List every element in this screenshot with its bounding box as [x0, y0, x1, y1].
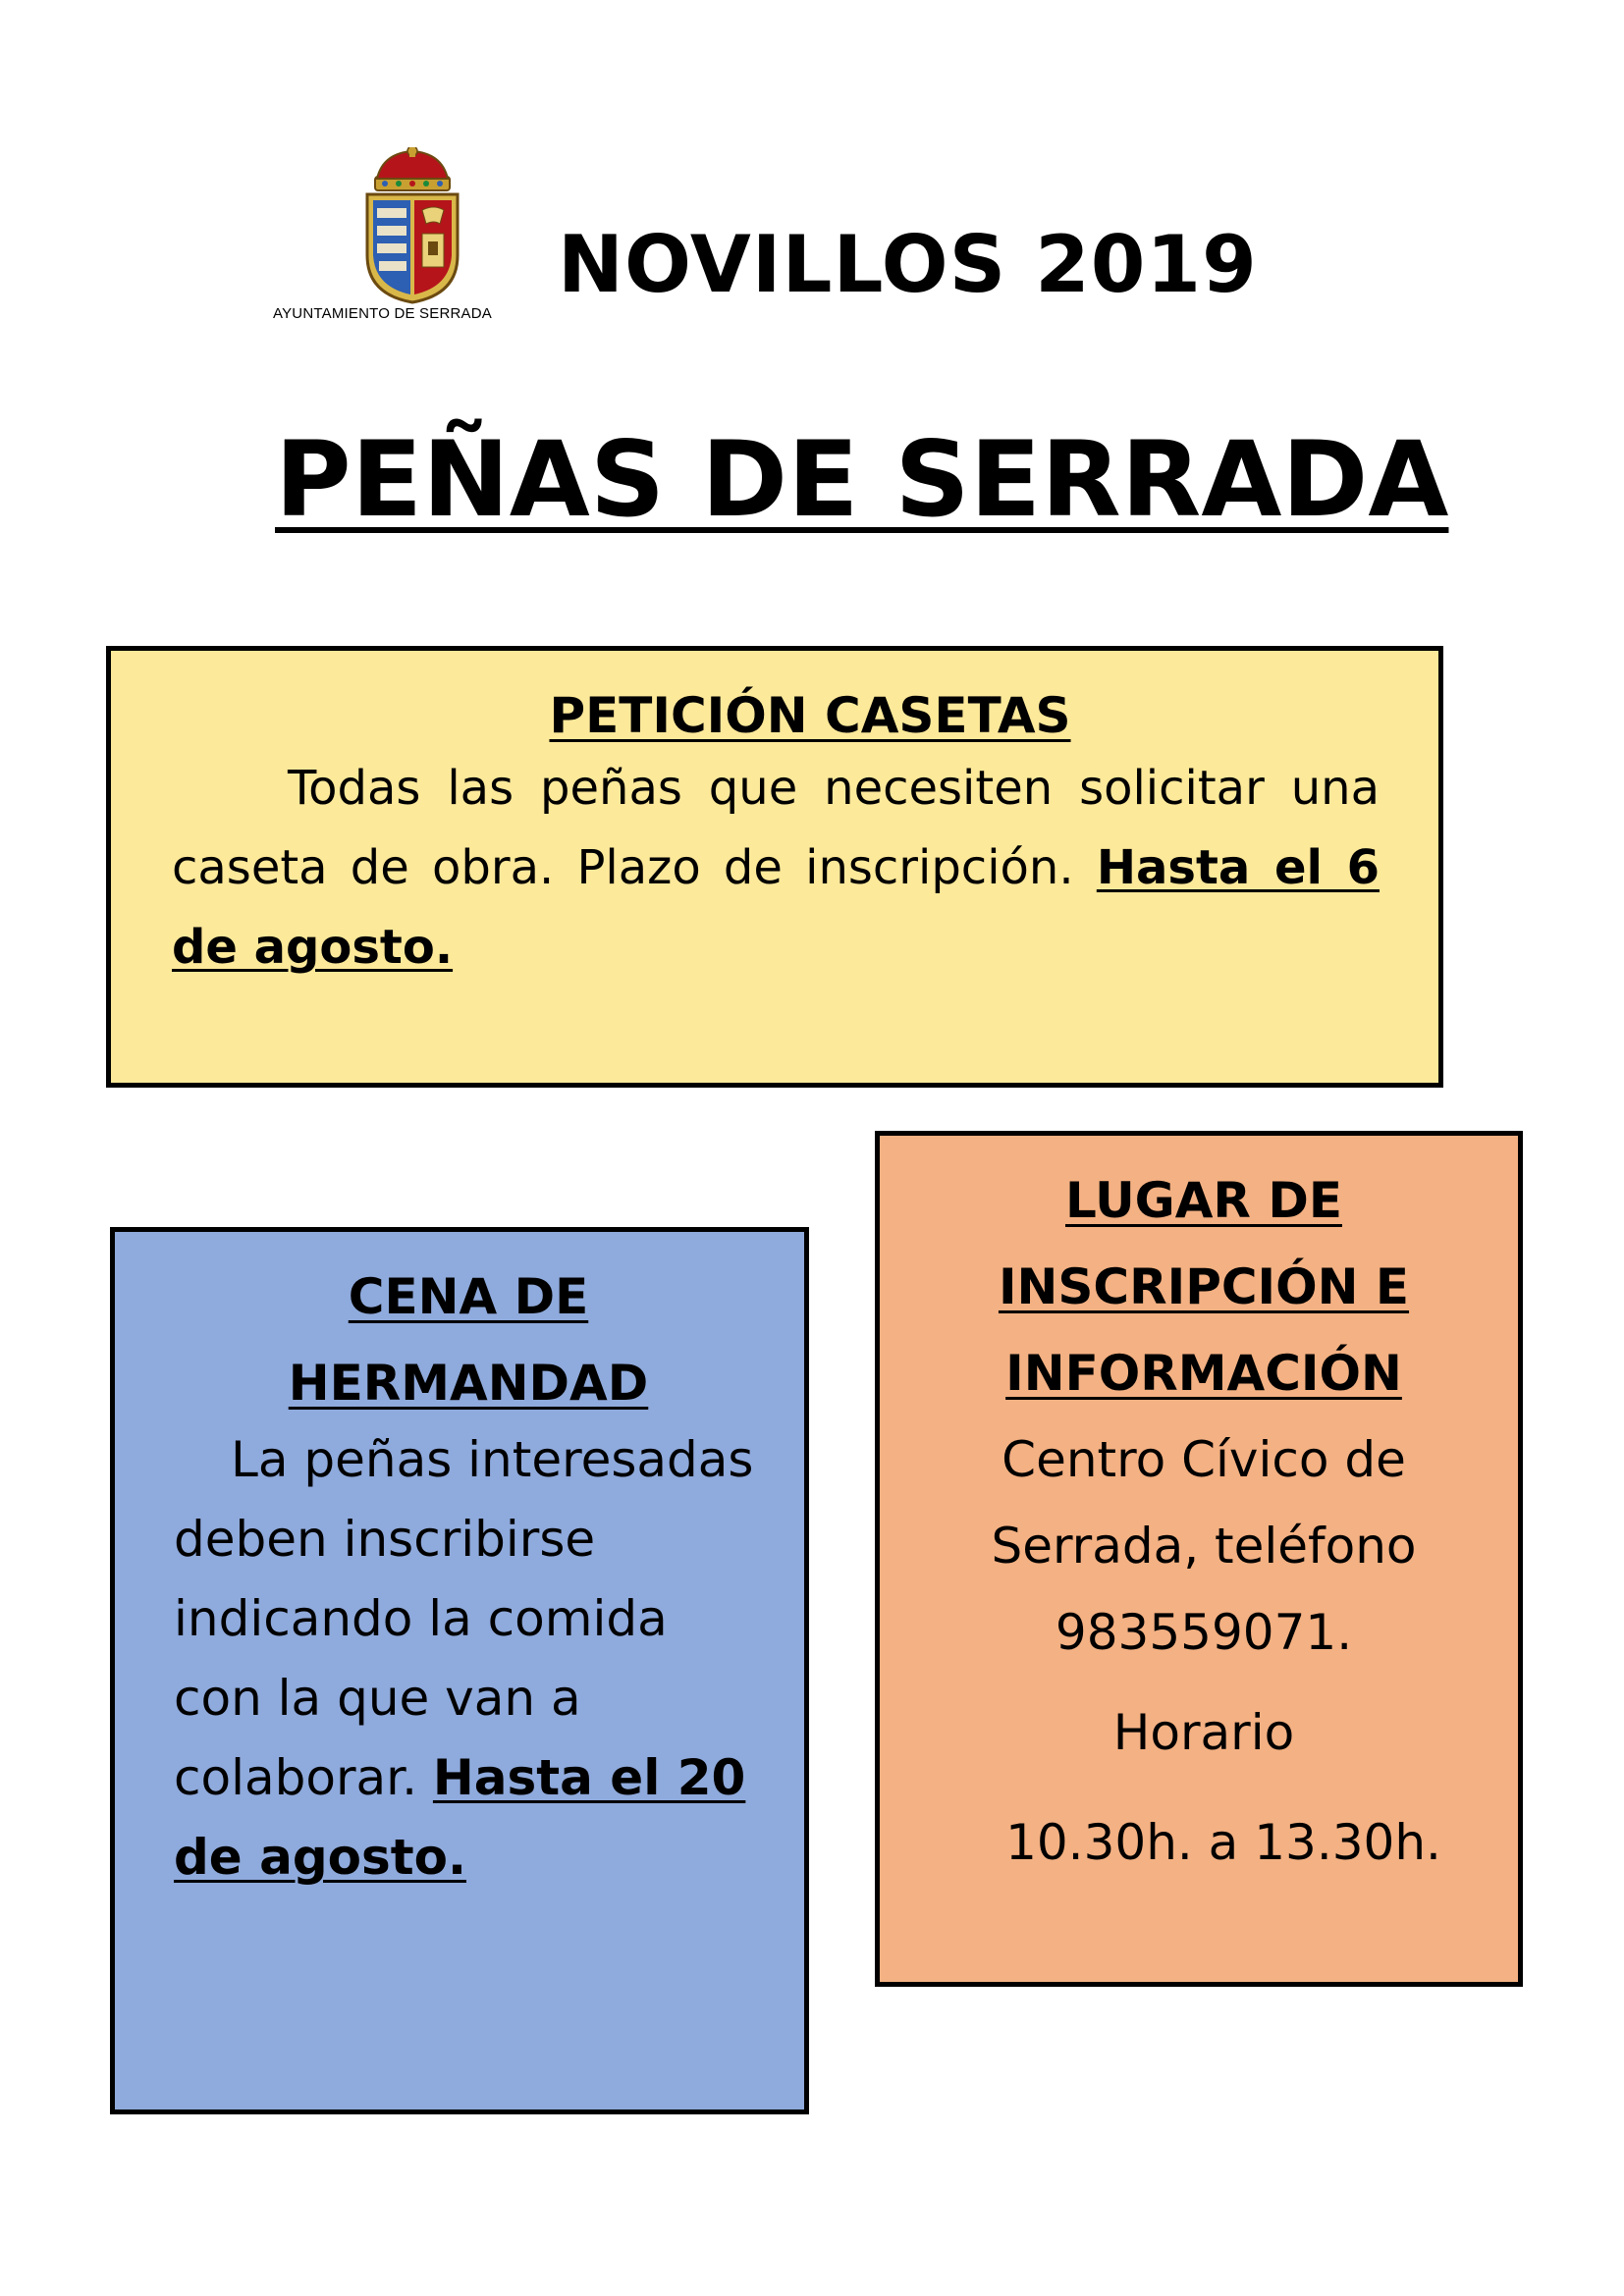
cena-panel [110, 1227, 809, 2114]
lugar-heading-line3: INFORMACIÓN [1005, 1345, 1402, 1402]
casetas-panel [106, 646, 1443, 1088]
lugar-heading-line1: LUGAR DE [1065, 1172, 1342, 1229]
casetas-deadline: Hasta el 6 de agosto. [172, 840, 1380, 975]
casetas-heading: PETICIÓN CASETAS [549, 687, 1071, 744]
casetas-body-text: Todas las peñas que necesiten solicitar una caseta de obra. Plazo de inscripción. [172, 761, 1380, 895]
page-title-text: PEÑAS DE SERRADA [275, 419, 1449, 540]
cena-body [174, 1420, 763, 1897]
lugar-hours: 10.30h. a 13.30h. [1005, 1814, 1441, 1871]
cena-body-text: La peñas interesadas deben inscribirse indicando la comida con la que van a colaborar. [174, 1431, 754, 1806]
cena-heading-line1: CENA DE [348, 1268, 589, 1325]
crest-caption: AYUNTAMIENTO DE SERRADA [273, 305, 492, 322]
event-subtitle: NOVILLOS 2019 [558, 219, 1258, 310]
lugar-heading-line2: INSCRIPCIÓN E [998, 1258, 1410, 1315]
cena-deadline: Hasta el 20 de agosto. [174, 1749, 746, 1886]
page-title [275, 417, 1449, 542]
casetas-content [172, 672, 1380, 988]
casetas-body [172, 749, 1380, 988]
coat-of-arms-icon [353, 147, 471, 304]
lugar-hours-label: Horario [1112, 1704, 1295, 1761]
lugar-content [939, 1157, 1469, 1882]
lugar-phone: 983559071. [1055, 1604, 1353, 1661]
lugar-info-line1: Centro Cívico de [1001, 1431, 1406, 1488]
lugar-info-line2: Serrada, teléfono [991, 1518, 1417, 1575]
cena-heading-line2: HERMANDAD [288, 1355, 649, 1412]
lugar-panel [875, 1131, 1523, 1987]
cena-content [174, 1254, 763, 1897]
